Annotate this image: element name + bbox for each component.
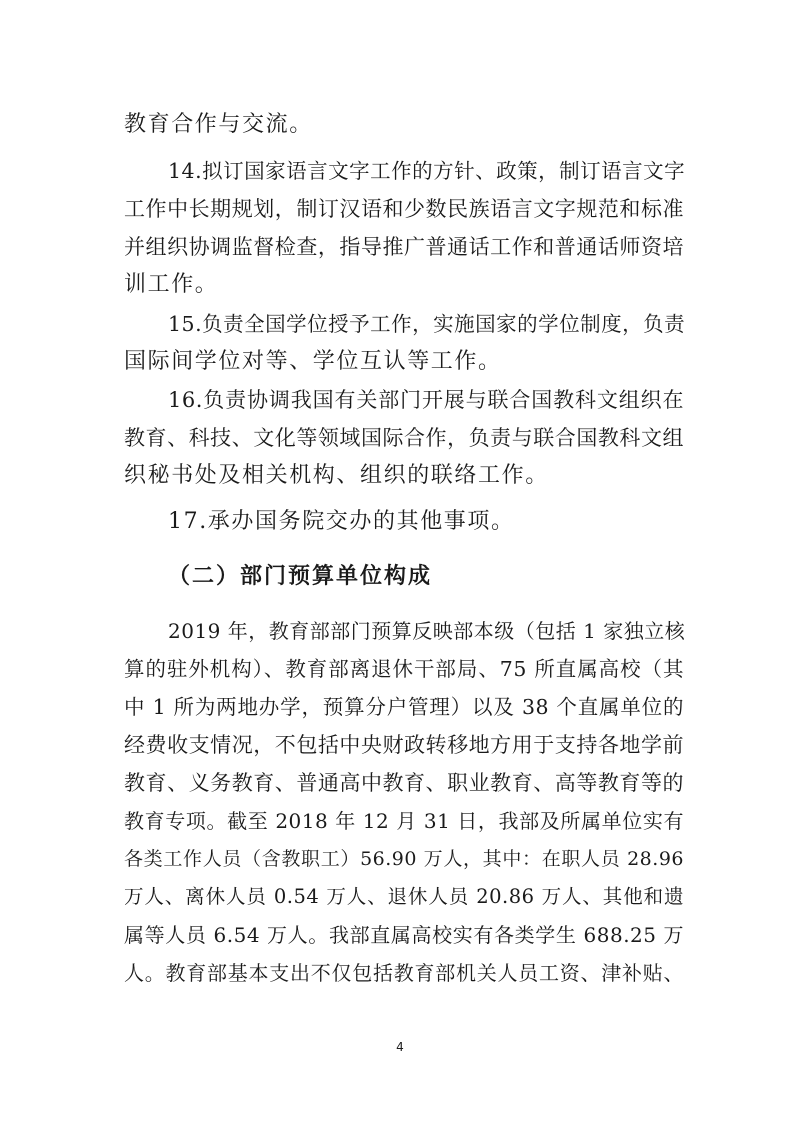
text-line: 14.拟订国家语言文字工作的方针、政策，制订语言文字: [168, 159, 686, 183]
text-line: 中 1 所为两地办学，预算分户管理）以及 38 个直属单位的: [124, 695, 684, 719]
text-line: 15.负责全国学位授予工作，实施国家的学位制度，负责: [168, 312, 686, 336]
text-line: 万人、离休人员 0.54 万人、退休人员 20.86 万人、其他和遗: [124, 885, 684, 908]
section-heading: （二）部门预算单位构成: [168, 564, 433, 589]
text-line: 属等人员 6.54 万人。我部直属高校实有各类学生 688.25 万: [124, 923, 684, 947]
page-number: 4: [396, 1040, 404, 1054]
text-line: 经费收支情况，不包括中央财政转移地方用于支持各地学前: [124, 733, 684, 757]
text-line: 人。教育部基本支出不仅包括教育部机关人员工资、津补贴、: [124, 961, 684, 985]
text-line: 并组织协调监督检查，指导推广普通话工作和普通话师资培: [124, 235, 684, 259]
text-line: 16.负责协调我国有关部门开展与联合国教科文组织在: [168, 388, 684, 412]
text-line: 算的驻外机构）、教育部离退休干部局、75 所直属高校（其: [124, 657, 684, 681]
text-line: 织秘书处及相关机构、组织的联络工作。: [124, 463, 549, 488]
text-line: 教育专项。截至 2018 年 12 月 31 日，我部及所属单位实有: [124, 809, 684, 833]
text-line: 训工作。: [124, 272, 219, 297]
text-line: 教育合作与交流。: [124, 112, 313, 137]
text-line: 2019 年，教育部部门预算反映部本级（包括 1 家独立核: [168, 619, 686, 643]
text-line: 各类工作人员（含教职工）56.90 万人，其中：在职人员 28.96: [124, 848, 684, 870]
text-line: 教育、科技、文化等领域国际合作，负责与联合国教科文组: [124, 426, 684, 450]
text-line: 国际间学位对等、学位互认等工作。: [124, 349, 502, 374]
text-line: 教育、义务教育、普通高中教育、职业教育、高等教育等的: [124, 771, 684, 795]
text-line: 17.承办国务院交办的其他事项。: [168, 509, 515, 534]
text-line: 工作中长期规划，制订汉语和少数民族语言文字规范和标准: [124, 197, 684, 221]
